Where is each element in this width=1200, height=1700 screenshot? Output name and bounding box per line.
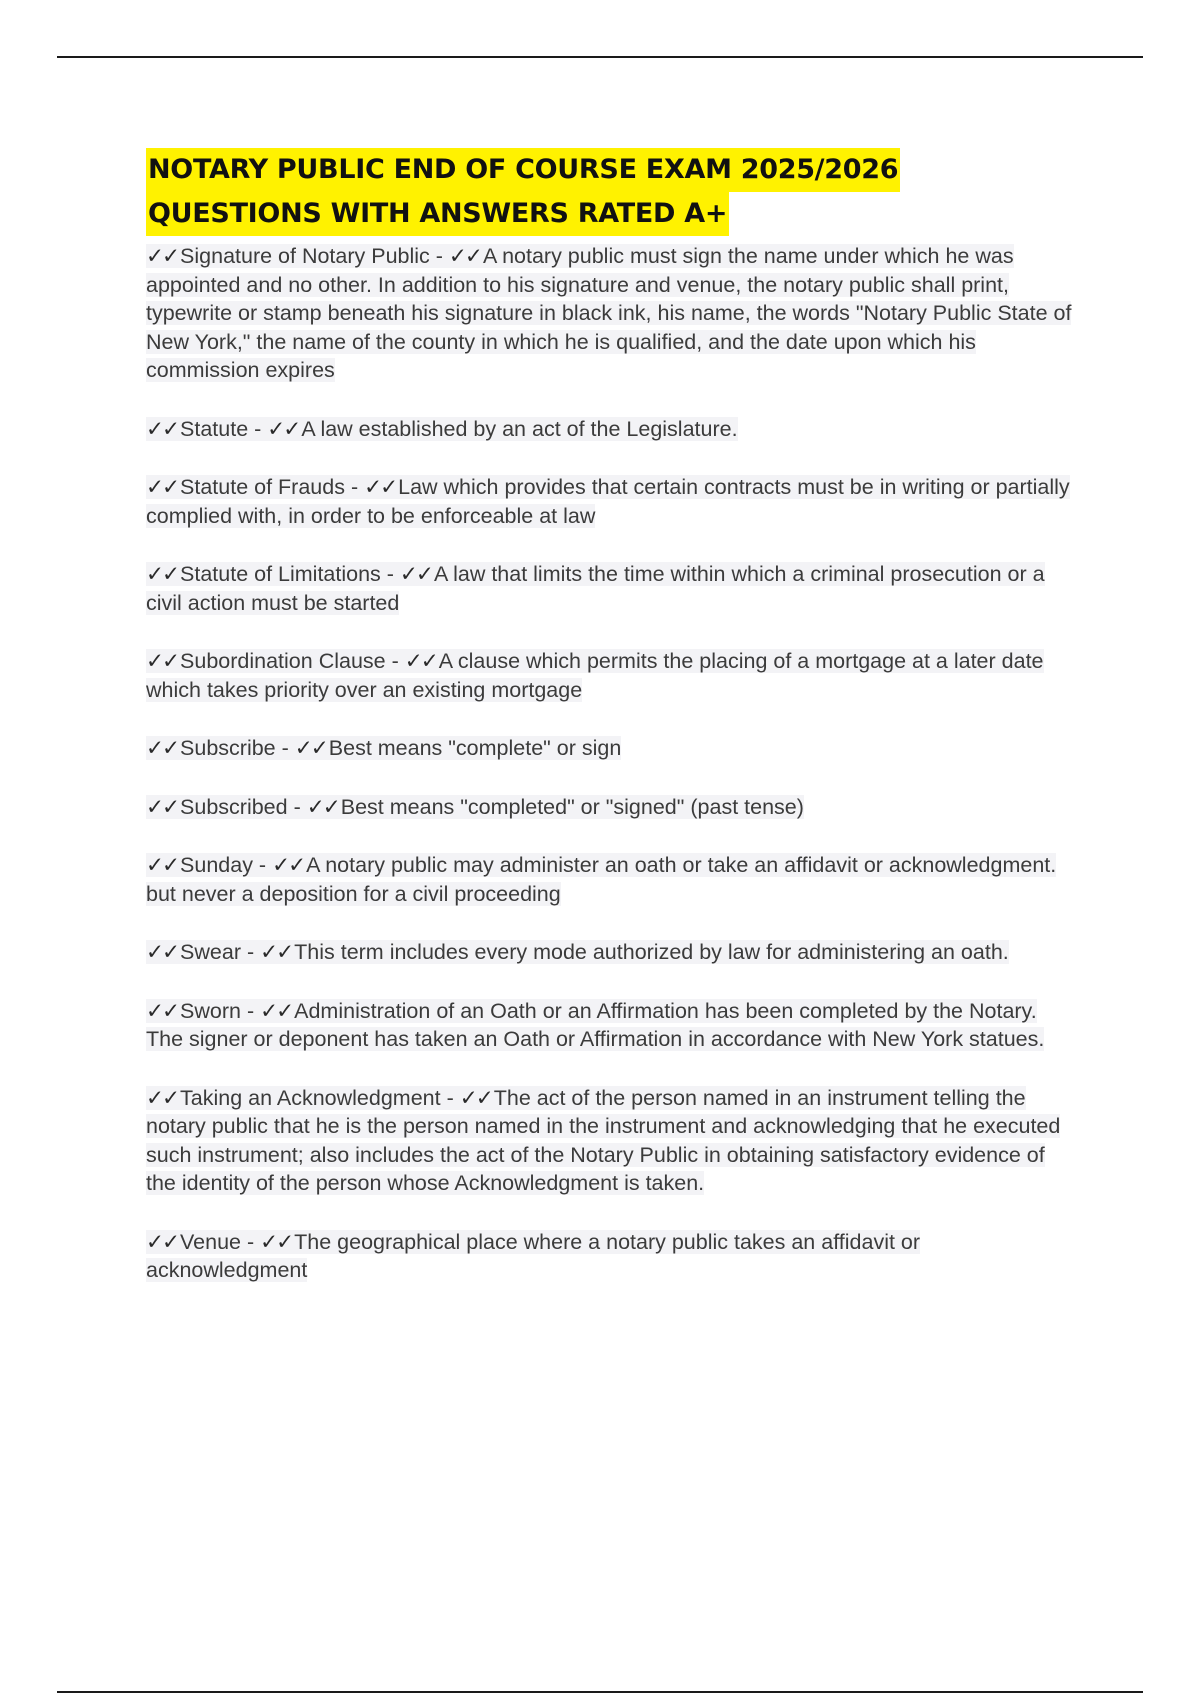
check-mark-icon: ✓✓ — [260, 1229, 293, 1254]
check-mark-icon: ✓✓ — [146, 998, 179, 1023]
check-mark-icon: ✓✓ — [448, 244, 481, 268]
check-mark-icon: ✓✓ — [146, 475, 179, 499]
entry-term: Taking an Acknowledgment — [180, 1085, 441, 1110]
entry-separator: - — [248, 416, 268, 441]
check-mark-icon: ✓✓ — [399, 562, 432, 586]
check-mark-icon: ✓✓ — [146, 1229, 179, 1254]
entry-definition: A notary public may administer an oath or take an affidavit or acknowledgment. but never a deposition for a civil proceeding — [146, 853, 1057, 906]
entry-definition: A law established by an act of the Legislature. — [301, 416, 738, 441]
entry-term: Venue — [180, 1229, 242, 1254]
glossary-list — [146, 242, 1076, 1285]
entry-definition: The act of the person named in an instrument telling the notary public that he is the person named in the instrument and acknowledging that he executed such instrument; also includes the act of the Notary Public in obtaining satisfactory evidence of the identity of the person whose Acknowledgment is taken. — [146, 1085, 1061, 1195]
entry-separator: - — [241, 1229, 261, 1254]
glossary-entry — [146, 851, 1076, 908]
check-mark-icon: ✓✓ — [146, 1085, 179, 1110]
glossary-entry — [146, 473, 1076, 530]
check-mark-icon: ✓✓ — [459, 1085, 492, 1110]
entry-term: Sworn — [180, 998, 241, 1023]
entry-separator: - — [429, 244, 449, 268]
bottom-rule — [57, 1691, 1143, 1693]
glossary-entry — [146, 997, 1076, 1054]
check-mark-icon: ✓✓ — [146, 794, 179, 819]
check-mark-icon: ✓✓ — [146, 940, 179, 964]
entry-term: Statute of Frauds — [180, 475, 345, 499]
title-line-1: NOTARY PUBLIC END OF COURSE EXAM 2025/2026 — [146, 148, 900, 192]
glossary-entry — [146, 793, 1076, 822]
glossary-entry — [146, 560, 1076, 617]
entry-term: Swear — [180, 940, 241, 964]
check-mark-icon: ✓✓ — [260, 998, 293, 1023]
entry-separator: - — [252, 853, 273, 877]
check-mark-icon: ✓✓ — [260, 940, 293, 964]
glossary-entry — [146, 1228, 1076, 1285]
check-mark-icon: ✓✓ — [294, 736, 327, 760]
check-mark-icon: ✓✓ — [146, 416, 179, 441]
entry-definition: This term includes every mode authorized by law for administering an oath. — [294, 940, 1009, 964]
entry-term: Statute — [180, 416, 249, 441]
glossary-entry — [146, 938, 1076, 967]
check-mark-icon: ✓✓ — [364, 475, 397, 499]
entry-definition: Law which provides that certain contracts must be in writing or partially complied with, in order to be enforceable at law — [146, 475, 1070, 528]
entry-separator: - — [380, 562, 400, 586]
check-mark-icon: ✓✓ — [146, 562, 179, 586]
check-mark-icon: ✓✓ — [146, 649, 179, 673]
entry-definition: A law that limits the time within which a criminal prosecution or a civil action must be started — [146, 562, 1045, 615]
check-mark-icon: ✓✓ — [306, 794, 339, 819]
check-mark-icon: ✓✓ — [146, 853, 179, 877]
entry-term: Subscribe — [180, 736, 276, 760]
check-mark-icon: ✓✓ — [267, 416, 300, 441]
glossary-entry — [146, 1084, 1076, 1198]
entry-term: Signature of Notary Public — [180, 244, 430, 268]
entry-separator: - — [385, 649, 405, 673]
top-rule — [57, 56, 1143, 58]
document-body — [146, 148, 1076, 1315]
entry-definition: Best means "complete" or sign — [328, 736, 622, 760]
check-mark-icon: ✓✓ — [272, 853, 305, 877]
entry-term: Statute of Limitations — [180, 562, 381, 586]
entry-definition: Best means "completed" or "signed" (past tense) — [340, 794, 804, 819]
entry-separator: - — [275, 736, 295, 760]
document-title — [146, 148, 1076, 236]
check-mark-icon: ✓✓ — [146, 736, 179, 760]
entry-separator: - — [287, 794, 307, 819]
entry-term: Subordination Clause — [180, 649, 386, 673]
entry-definition: Administration of an Oath or an Affirmation has been completed by the Notary. The signer or deponent has taken an Oath or Affirmation in accordance with New York statues. — [146, 998, 1045, 1051]
entry-term: Sunday — [180, 853, 253, 877]
check-mark-icon: ✓✓ — [146, 244, 179, 268]
entry-term: Subscribed — [180, 794, 288, 819]
glossary-entry — [146, 415, 1076, 444]
entry-separator: - — [240, 940, 261, 964]
entry-separator: - — [440, 1085, 460, 1110]
check-mark-icon: ✓✓ — [404, 649, 437, 673]
glossary-entry — [146, 647, 1076, 704]
entry-definition: A notary public must sign the name under which he was appointed and no other. In addition to his signature and venue, the notary public shall print, typewrite or stamp beneath his signature in black ink, his name, the words "Notary Public State of New York," the name of the county in which he is qualified, and the date upon which his commission expires — [146, 244, 1072, 382]
entry-separator: - — [240, 998, 261, 1023]
glossary-entry — [146, 734, 1076, 763]
entry-definition: A clause which permits the placing of a mortgage at a later date which takes priority over an existing mortgage — [146, 649, 1044, 702]
entry-definition: The geographical place where a notary public takes an affidavit or acknowledgment — [146, 1229, 921, 1282]
title-line-2: QUESTIONS WITH ANSWERS RATED A+ — [146, 192, 729, 236]
glossary-entry — [146, 242, 1076, 385]
entry-separator: - — [344, 475, 365, 499]
